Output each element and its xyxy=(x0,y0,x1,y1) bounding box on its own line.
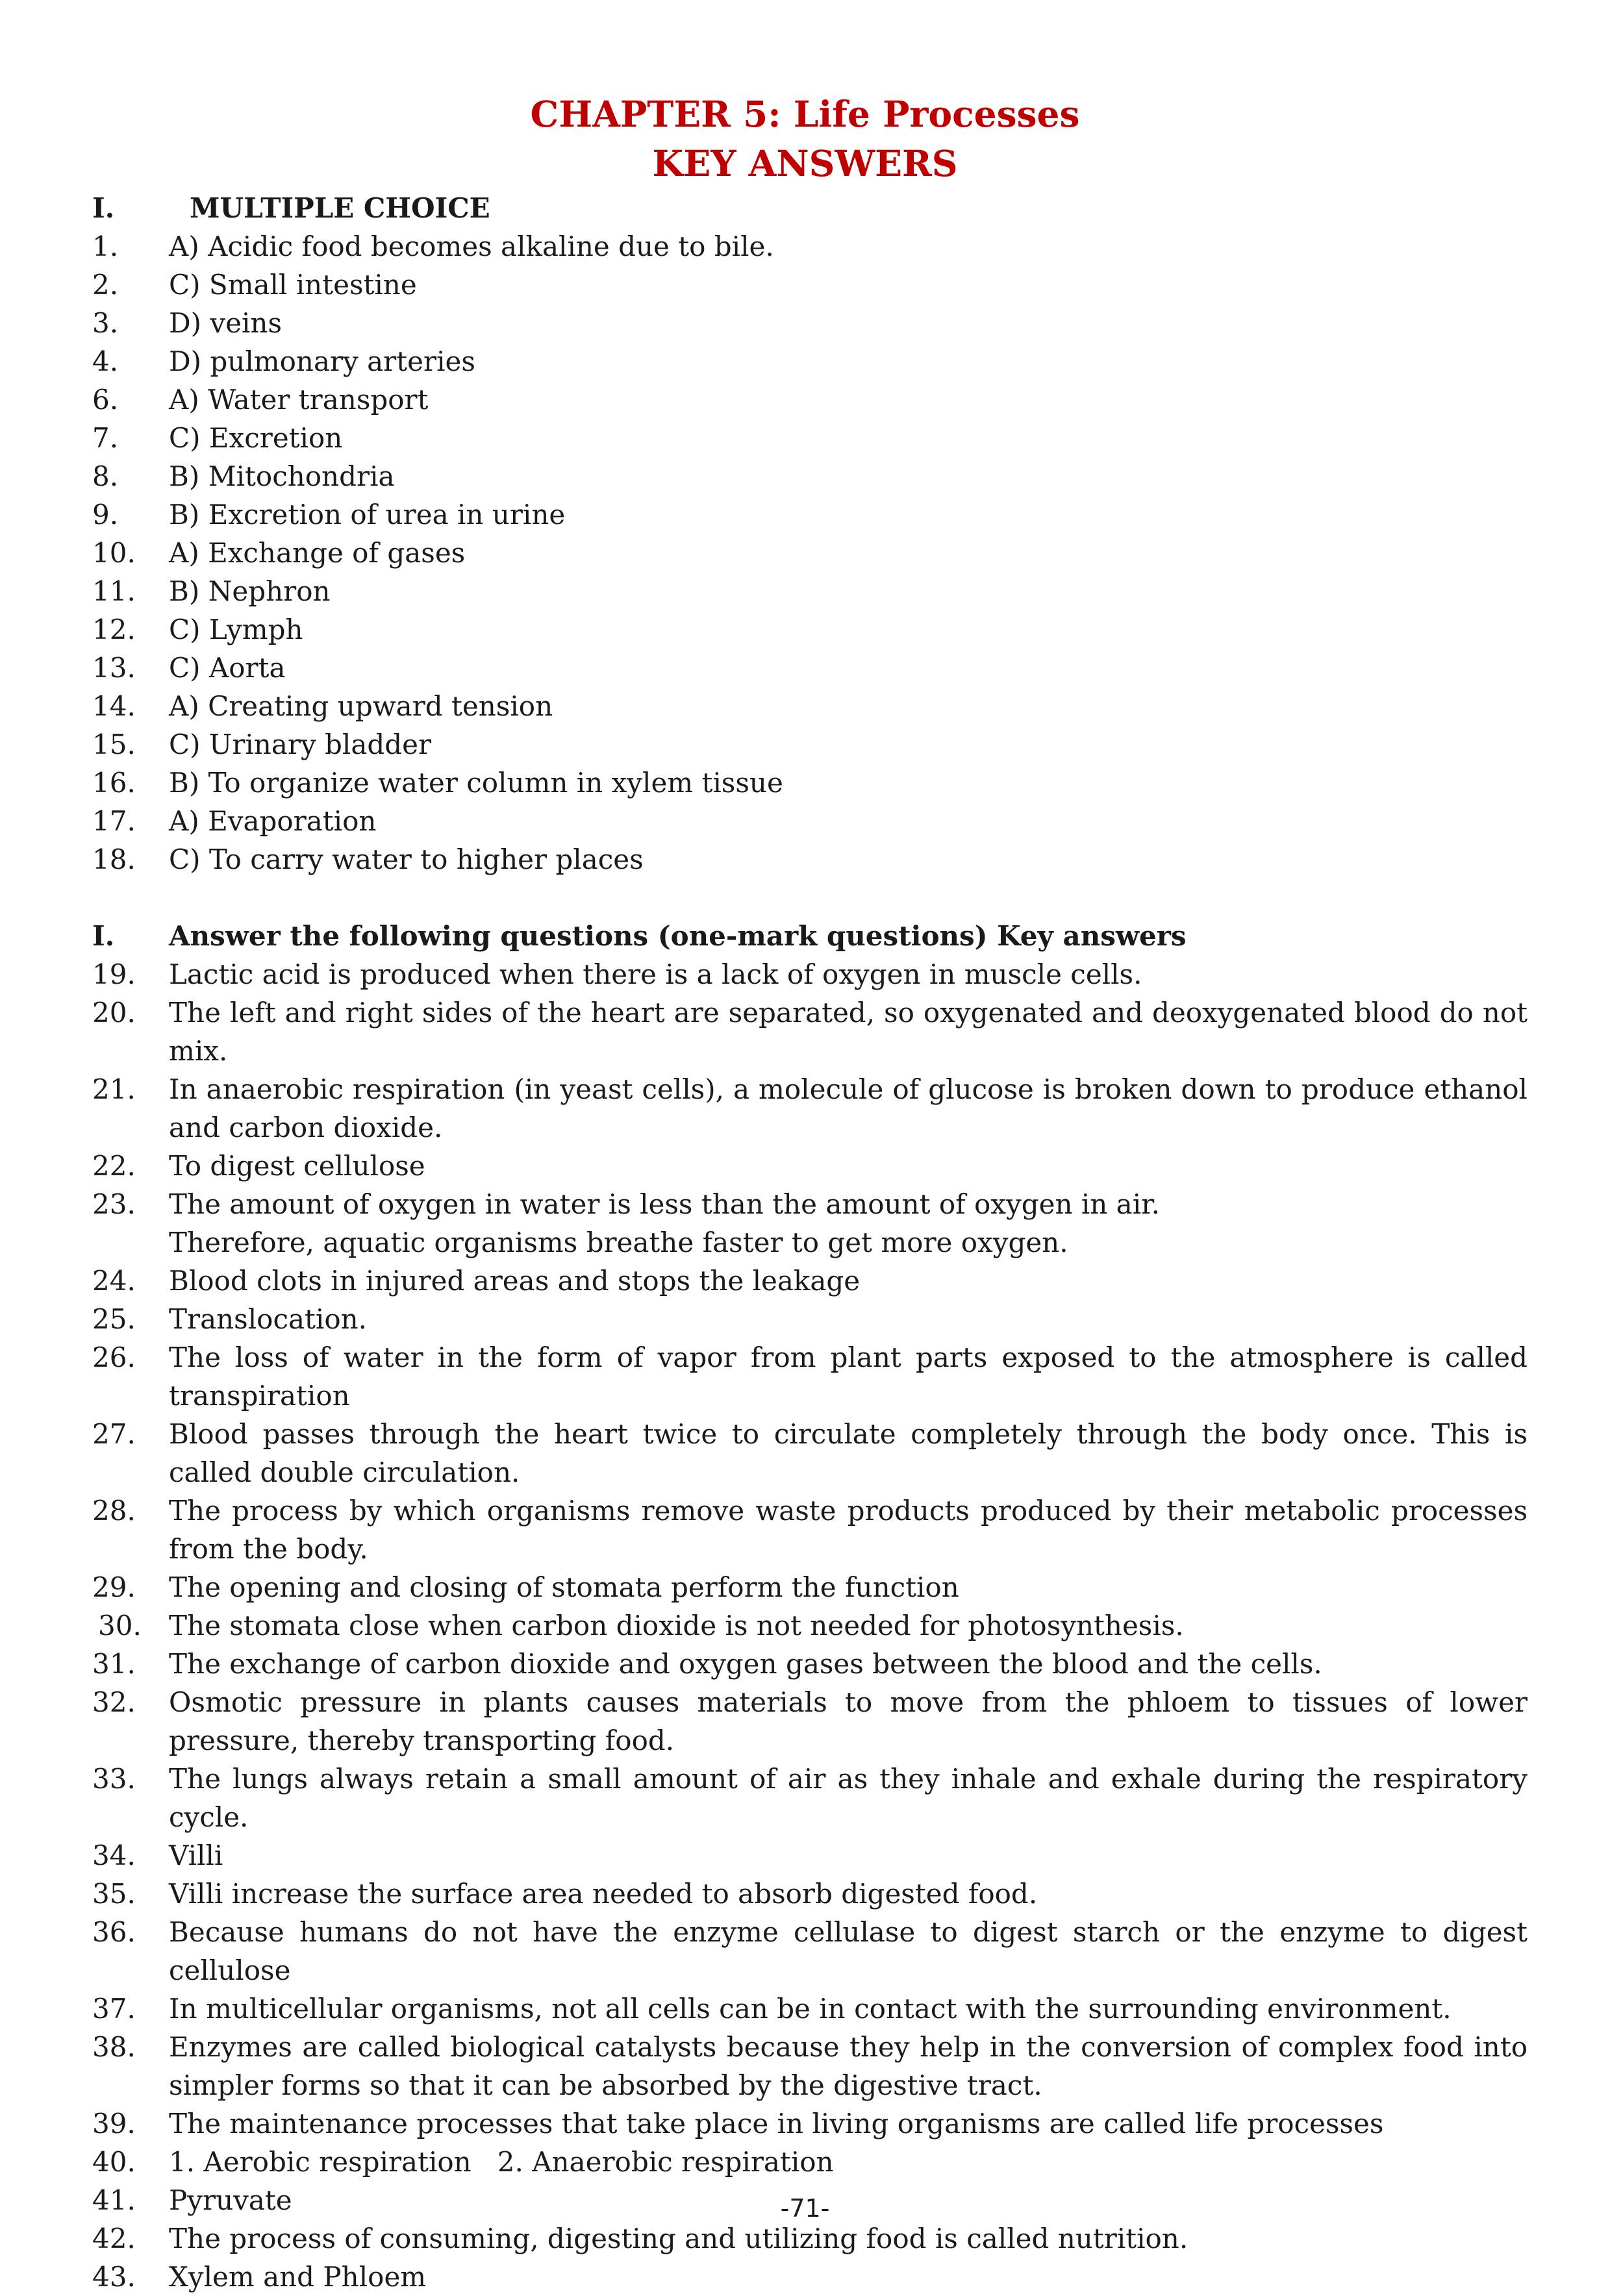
item-text: The loss of water in the form of vapor from plant parts exposed to the atmosphere is called transpiration xyxy=(169,1341,1528,1412)
item-text: The opening and closing of stomata perform the function xyxy=(169,1571,959,1603)
item-number: 32. xyxy=(92,1686,136,1718)
list-item xyxy=(92,1491,1528,1568)
item-number: 17. xyxy=(92,805,136,837)
section-heading-text: MULTIPLE CHOICE xyxy=(190,192,490,224)
list-item xyxy=(92,840,1528,879)
item-text-continuation: Therefore, aquatic organisms breathe faster to get more oxygen. xyxy=(169,1227,1068,1258)
item-text: A) Evaporation xyxy=(169,805,377,837)
section-heading-text: Answer the following questions (one-mark questions) Key answers xyxy=(169,920,1187,952)
item-number: 31. xyxy=(92,1648,136,1680)
item-number: 36. xyxy=(92,1916,136,1948)
list-item xyxy=(92,1338,1528,1415)
item-number: 24. xyxy=(92,1265,136,1297)
item-number: 39. xyxy=(92,2108,136,2140)
list-item xyxy=(92,2219,1528,2258)
item-text: B) Mitochondria xyxy=(169,460,395,492)
one-mark-answer-list xyxy=(92,955,1528,2296)
list-item xyxy=(92,419,1528,457)
list-item xyxy=(92,457,1528,495)
item-text: Lactic acid is produced when there is a lack of oxygen in muscle cells. xyxy=(169,958,1142,990)
list-item xyxy=(92,1568,1528,1606)
item-text: To digest cellulose xyxy=(169,1150,425,1182)
list-item xyxy=(92,227,1528,266)
chapter-title: CHAPTER 5: Life Processes xyxy=(530,93,1080,135)
item-number: 1. xyxy=(92,231,119,262)
item-text: B) Nephron xyxy=(169,575,331,607)
list-item xyxy=(92,1147,1528,1185)
item-text: In anaerobic respiration (in yeast cells), a molecule of glucose is broken down to produce ethanol and carbon dioxide. xyxy=(169,1073,1528,1143)
item-number: 23. xyxy=(92,1188,136,1220)
list-item xyxy=(92,725,1528,764)
item-number: 4. xyxy=(92,345,119,377)
item-number: 19. xyxy=(92,958,136,990)
item-number: 35. xyxy=(92,1878,136,1910)
item-number: 13. xyxy=(92,652,136,684)
item-number: 10. xyxy=(92,537,136,569)
item-text: C) To carry water to higher places xyxy=(169,843,644,875)
item-text: Pyruvate xyxy=(169,2184,292,2216)
item-number: 3. xyxy=(92,307,119,339)
item-number: 9. xyxy=(92,499,119,530)
item-text: C) Urinary bladder xyxy=(169,729,432,760)
item-text: Villi increase the surface area needed to absorb digested food. xyxy=(169,1878,1038,1910)
list-item xyxy=(92,955,1528,993)
item-text: The process by which organisms remove waste products produced by their metabolic processes from the body. xyxy=(169,1495,1528,1565)
list-item xyxy=(92,2143,1528,2181)
item-number: 16. xyxy=(92,767,136,799)
list-item xyxy=(92,1606,1528,1645)
item-text: A) Acidic food becomes alkaline due to bile. xyxy=(169,231,774,262)
item-number: 25. xyxy=(92,1303,136,1335)
item-text: The maintenance processes that take place in living organisms are called life processes xyxy=(169,2108,1384,2140)
item-number: 6. xyxy=(92,384,119,416)
list-item xyxy=(92,1760,1528,1836)
item-text: In multicellular organisms, not all cells can be in contact with the surrounding environment. xyxy=(169,1993,1452,2025)
item-text: A) Water transport xyxy=(169,384,429,416)
item-number: 2. xyxy=(92,269,119,301)
item-number: 20. xyxy=(92,997,136,1029)
item-text: Enzymes are called biological catalysts because they help in the conversion of complex food into simpler forms so that it can be absorbed by the digestive tract. xyxy=(169,2031,1528,2101)
list-item xyxy=(92,1262,1528,1300)
item-text: The amount of oxygen in water is less than the amount of oxygen in air. xyxy=(169,1188,1160,1220)
list-item xyxy=(92,266,1528,304)
item-number: 34. xyxy=(92,1840,136,1871)
item-number: 27. xyxy=(92,1418,136,1450)
item-text: Villi xyxy=(169,1840,223,1871)
item-number: 33. xyxy=(92,1763,136,1795)
item-number: 8. xyxy=(92,460,119,492)
list-item xyxy=(92,1645,1528,1683)
item-number: 26. xyxy=(92,1341,136,1373)
list-item xyxy=(92,993,1528,1070)
item-text: A) Creating upward tension xyxy=(169,690,553,722)
item-text: C) Excretion xyxy=(169,422,343,454)
multiple-choice-answer-list xyxy=(92,227,1528,879)
item-number: 7. xyxy=(92,422,119,454)
list-item xyxy=(92,1415,1528,1491)
item-text: D) veins xyxy=(169,307,283,339)
list-item xyxy=(92,802,1528,840)
section-heading-one-mark-questions xyxy=(92,917,1521,955)
list-item xyxy=(92,1683,1528,1760)
list-item xyxy=(92,2258,1528,2296)
item-text: 1. Aerobic respiration 2. Anaerobic respiration xyxy=(169,2146,834,2178)
item-number: 30. xyxy=(98,1610,142,1641)
item-text: Osmotic pressure in plants causes materials to move from the phloem to tissues of lower pressure, thereby transporting food. xyxy=(169,1686,1528,1756)
item-number: 29. xyxy=(92,1571,136,1603)
item-text: The exchange of carbon dioxide and oxygen gases between the blood and the cells. xyxy=(169,1648,1322,1680)
item-text: Because humans do not have the enzyme cellulase to digest starch or the enzyme to digest cellulose xyxy=(169,1916,1528,1986)
item-text: Blood clots in injured areas and stops the leakage xyxy=(169,1265,861,1297)
item-text: B) Excretion of urea in urine xyxy=(169,499,566,530)
key-answers-title: KEY ANSWERS xyxy=(652,142,958,184)
list-item xyxy=(92,610,1528,649)
section-numeral: I. xyxy=(92,920,115,952)
item-number: 11. xyxy=(92,575,136,607)
item-text: The process of consuming, digesting and utilizing food is called nutrition. xyxy=(169,2223,1189,2254)
list-item xyxy=(92,764,1528,802)
item-number: 38. xyxy=(92,2031,136,2063)
item-text: C) Small intestine xyxy=(169,269,417,301)
item-text: The stomata close when carbon dioxide is not needed for photosynthesis. xyxy=(169,1610,1184,1641)
list-item xyxy=(92,534,1528,572)
list-item xyxy=(92,1185,1528,1262)
list-item xyxy=(92,381,1528,419)
list-item xyxy=(92,649,1528,687)
item-text: Blood passes through the heart twice to circulate completely through the body once. This is called double circulation. xyxy=(169,1418,1528,1488)
list-item xyxy=(92,495,1528,534)
item-number: 21. xyxy=(92,1073,136,1105)
item-number: 41. xyxy=(92,2184,136,2216)
item-number: 28. xyxy=(92,1495,136,1527)
section-heading-multiple-choice xyxy=(92,189,1521,227)
item-number: 14. xyxy=(92,690,136,722)
section-numeral: I. xyxy=(92,192,115,224)
item-number: 15. xyxy=(92,729,136,760)
list-item xyxy=(92,2028,1528,2104)
item-text: C) Aorta xyxy=(169,652,286,684)
item-text: A) Exchange of gases xyxy=(169,537,466,569)
list-item xyxy=(92,2104,1528,2143)
item-text: D) pulmonary arteries xyxy=(169,345,475,377)
list-item xyxy=(92,342,1528,381)
item-number: 22. xyxy=(92,1150,136,1182)
list-item xyxy=(92,1913,1528,1990)
item-text: C) Lymph xyxy=(169,614,303,645)
list-item xyxy=(92,1875,1528,1913)
item-text: Xylem and Phloem xyxy=(169,2261,427,2293)
list-item xyxy=(92,1070,1528,1147)
item-number: 43. xyxy=(92,2261,136,2293)
item-number: 42. xyxy=(92,2223,136,2254)
list-item xyxy=(92,1990,1528,2028)
item-number: 37. xyxy=(92,1993,136,2025)
item-number: 18. xyxy=(92,843,136,875)
item-text: Translocation. xyxy=(169,1303,368,1335)
item-number: 40. xyxy=(92,2146,136,2178)
item-text: The lungs always retain a small amount of air as they inhale and exhale during the respiratory cycle. xyxy=(169,1763,1528,1833)
page-number: -71- xyxy=(780,2194,830,2223)
list-item xyxy=(92,1300,1528,1338)
list-item xyxy=(92,687,1528,725)
list-item xyxy=(92,1836,1528,1875)
list-item xyxy=(92,572,1528,610)
item-text: B) To organize water column in xylem tissue xyxy=(169,767,783,799)
list-item xyxy=(92,304,1528,342)
item-number: 12. xyxy=(92,614,136,645)
item-text: The left and right sides of the heart are separated, so oxygenated and deoxygenated blood do not mix. xyxy=(169,997,1528,1067)
